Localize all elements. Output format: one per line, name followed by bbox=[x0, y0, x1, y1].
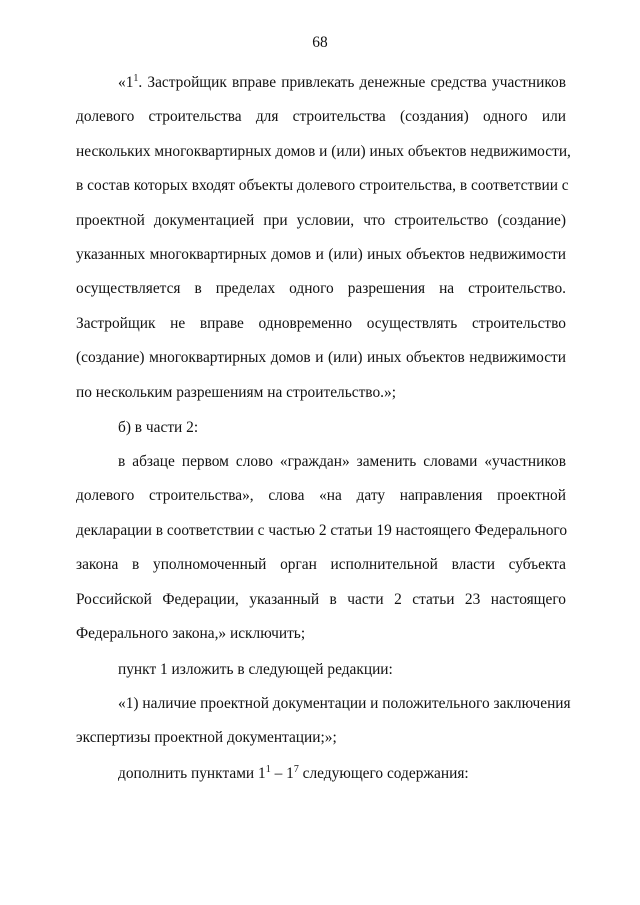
paragraph-add-points bbox=[76, 757, 566, 791]
text-fragment: – 1 bbox=[270, 765, 294, 782]
paragraph-part-2-heading bbox=[76, 411, 566, 445]
text-line: Федерального закона,» исключить; bbox=[76, 624, 306, 642]
text-line: декларации в соответствии с частью 2 статьи 19 настоящего Федерального bbox=[76, 521, 568, 539]
superscript: 7 bbox=[293, 764, 299, 775]
text-line: (создание) многоквартирных домов и (или) иных объектов недвижимости bbox=[76, 349, 566, 367]
page-number: 68 bbox=[312, 34, 328, 51]
text-fragment: следующего содержания: bbox=[298, 765, 469, 782]
text-line: указанных многоквартирных домов и (или) иных объектов недвижимости bbox=[76, 245, 566, 263]
text-line: Российской Федерации, указанный в части 2 статьи 23 настоящего bbox=[76, 590, 566, 608]
paragraph-point-1-intro bbox=[76, 653, 566, 687]
superscript: 1 bbox=[133, 73, 139, 84]
text-fragment: «1 bbox=[118, 74, 134, 91]
text-line: проектной документацией при условии, что строительство (создание) bbox=[76, 211, 566, 229]
paragraph-first-abzats-amendment bbox=[76, 445, 566, 651]
text-line: долевого строительства», слова «на дату направления проектной bbox=[76, 487, 566, 505]
text-line: в абзаце первом слово «граждан» заменить словами «участников bbox=[118, 453, 566, 470]
paragraph-developer-funds bbox=[76, 66, 571, 410]
superscript: 1 bbox=[265, 764, 271, 775]
text-line bbox=[76, 757, 566, 791]
paragraph-point-1-text bbox=[76, 687, 571, 756]
text-line: б) в части 2: bbox=[118, 419, 199, 436]
text-line bbox=[76, 66, 566, 100]
text-line: по нескольким разрешениям на строительство.»; bbox=[76, 383, 396, 401]
text-line: закона в уполномоченный орган исполнительной власти субъекта bbox=[76, 556, 566, 574]
text-line: осуществляется в пределах одного разрешения на строительство. bbox=[76, 280, 566, 298]
text-line: экспертизы проектной документации;»; bbox=[76, 729, 337, 747]
text-line: нескольких многоквартирных домов и (или) иных объектов недвижимости, bbox=[76, 142, 571, 160]
text-line: Застройщик не вправе одновременно осуществлять строительство bbox=[76, 314, 566, 332]
text-fragment: . Застройщик вправе привлекать денежные средства участников bbox=[138, 74, 566, 91]
text-line: в состав которых входят объекты долевого строительства, в соответствии с bbox=[76, 177, 569, 195]
text-line: долевого строительства для строительства (создания) одного или bbox=[76, 108, 566, 126]
text-line: пункт 1 изложить в следующей редакции: bbox=[118, 661, 393, 678]
text-line: «1) наличие проектной документации и положительного заключения bbox=[118, 695, 571, 712]
text-fragment: дополнить пунктами 1 bbox=[118, 765, 266, 782]
